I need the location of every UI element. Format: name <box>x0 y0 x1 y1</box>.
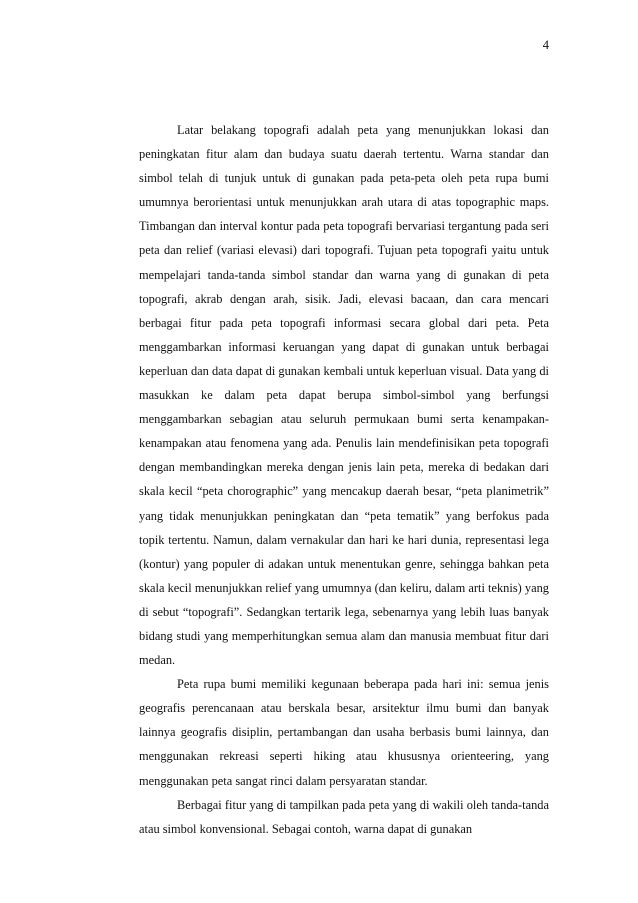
paragraph-background: Latar belakang topografi adalah peta yang menunjukkan lokasi dan peningkatan fitur alam dan budaya suatu daerah tertentu. Warna standar dan simbol telah di tunjuk untuk di gunakan pada peta-peta oleh peta rupa bumi umumnya berorientasi untuk menunjukkan arah utara di atas topographic maps. Timbangan dan interval kontur pada peta topografi bervariasi tergantung pada seri peta dan relief (variasi elevasi) dari topografi. Tujuan peta topografi yaitu untuk mempelajari tanda-tanda simbol standar dan warna yang di gunakan di peta topografi, akrab dengan arah, sisik. Jadi, elevasi bacaan, dan cara mencari berbagai fitur pada peta topografi informasi secara global dari peta. Peta menggambarkan informasi keruangan yang dapat di gunakan untuk berbagai keperluan dan data dapat di gunakan kembali untuk keperluan visual. Data yang di masukkan ke dalam peta dapat berupa simbol-simbol yang berfungsi menggambarkan sebagian atau seluruh permukaan bumi serta kenampakan-kenampakan atau fenomena yang ada. Penulis lain mendefinisikan peta topografi dengan membandingkan mereka dengan jenis lain peta, mereka di bedakan dari skala kecil “peta chorographic” yang mencakup daerah besar, “peta planimetrik” yang tidak menunjukkan peningkatan dan “peta tematik” yang berfokus pada topik tertentu. Namun, dalam vernakular dan hari ke hari dunia, representasi lega (kontur) yang populer di adakan untuk menentukan genre, sehingga bahkan peta skala kecil menunjukkan relief yang umumnya (dan keliru, dalam arti teknis) yang di sebut “topografi”. Sedangkan tertarik lega, sebenarnya yang lebih luas banyak bidang studi yang memperhitungkan semua alam dan manusia membuat fitur dari medan. <box>139 123 549 668</box>
page-number: 4 <box>542 38 549 52</box>
body-text <box>139 118 549 841</box>
paragraph-features: Berbagai fitur yang di tampilkan pada peta yang di wakili oleh tanda-tanda atau simbol konvensional. Sebagai contoh, warna dapat di gunakan <box>139 797 549 836</box>
paragraph-uses: Peta rupa bumi memiliki kegunaan beberapa pada hari ini: semua jenis geografis perencanaan atau berskala besar, arsitektur ilmu bumi dan banyak lainnya geografis disiplin, pertambangan dan usaha berbasis bumi lainnya, dan menggunakan rekreasi seperti hiking atau khususnya orienteering, yang menggunakan peta sangat rinci dalam persyaratan standar. <box>139 677 549 788</box>
